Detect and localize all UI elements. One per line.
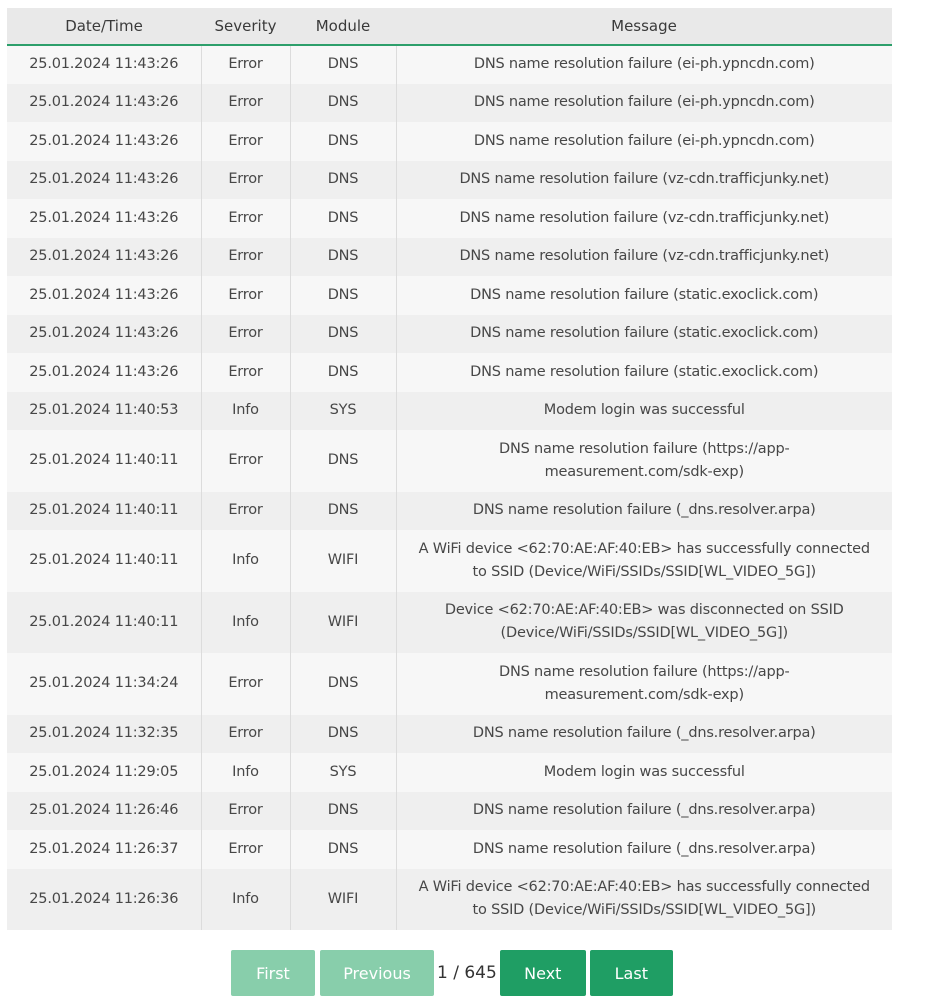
cell-message: DNS name resolution failure (static.exoclick.com) [396,276,892,315]
cell-module: DNS [290,276,396,315]
cell-module: DNS [290,161,396,200]
page-indicator: 1 / 645 [437,963,497,983]
cell-module: WIFI [290,530,396,592]
cell-severity: Error [201,122,290,161]
cell-message: DNS name resolution failure (static.exoclick.com) [396,353,892,392]
cell-message: A WiFi device <62:70:AE:AF:40:EB> has successfully connected to SSID (Device/WiFi/SSIDs/SSID[WL_VIDEO_5G]) [396,869,892,931]
cell-message: DNS name resolution failure (vz-cdn.trafficjunky.net) [396,238,892,277]
cell-module: DNS [290,830,396,869]
cell-message: Device <62:70:AE:AF:40:EB> was disconnected on SSID (Device/WiFi/SSIDs/SSID[WL_VIDEO_5G]) [396,592,892,654]
cell-severity: Error [201,492,290,531]
cell-datetime: 25.01.2024 11:40:53 [29,402,179,419]
cell-message: DNS name resolution failure (vz-cdn.trafficjunky.net) [396,199,892,238]
cell-message: DNS name resolution failure (https://app-measurement.com/sdk-exp) [396,430,892,492]
cell-severity: Info [201,530,290,592]
cell-datetime: 25.01.2024 11:26:37 [29,840,179,857]
cell-datetime: 25.01.2024 11:43:26 [29,209,179,226]
cell-severity: Error [201,715,290,754]
cell-datetime: 25.01.2024 11:34:24 [29,675,179,692]
cell-message: DNS name resolution failure (static.exoclick.com) [396,315,892,354]
cell-module: DNS [290,492,396,531]
table-row [7,715,892,754]
table-header-row [7,8,892,45]
table-row [7,122,892,161]
table-row [7,353,892,392]
cell-datetime: 25.01.2024 11:40:11 [29,552,179,569]
cell-module: DNS [290,199,396,238]
table-row [7,392,892,431]
event-log [7,8,892,930]
cell-module: DNS [290,84,396,123]
column-header-datetime[interactable]: Date/Time [7,8,201,45]
table-row [7,530,892,592]
cell-module: DNS [290,353,396,392]
cell-module: DNS [290,315,396,354]
first-page-button[interactable]: First [231,950,315,996]
cell-severity: Error [201,161,290,200]
cell-datetime: 25.01.2024 11:43:26 [29,56,179,73]
cell-message: DNS name resolution failure (ei-ph.ypncdn.com) [396,122,892,161]
cell-datetime: 25.01.2024 11:40:11 [29,613,179,630]
table-row [7,430,892,492]
cell-message: Modem login was successful [396,753,892,792]
next-page-button[interactable]: Next [500,950,586,996]
cell-datetime: 25.01.2024 11:43:26 [29,363,179,380]
cell-message: DNS name resolution failure (ei-ph.ypncdn.com) [396,45,892,84]
table-row [7,792,892,831]
previous-page-button[interactable]: Previous [320,950,434,996]
column-header-message[interactable]: Message [396,8,892,45]
cell-datetime: 25.01.2024 11:43:26 [29,171,179,188]
cell-module: DNS [290,122,396,161]
cell-severity: Error [201,45,290,84]
cell-module: DNS [290,45,396,84]
cell-severity: Info [201,392,290,431]
cell-severity: Error [201,830,290,869]
table-row [7,45,892,84]
cell-message: DNS name resolution failure (https://app-measurement.com/sdk-exp) [396,653,892,715]
last-page-button[interactable]: Last [590,950,673,996]
table-row [7,592,892,654]
cell-datetime: 25.01.2024 11:43:26 [29,286,179,303]
cell-module: SYS [290,392,396,431]
cell-severity: Error [201,792,290,831]
table-row [7,830,892,869]
cell-severity: Error [201,653,290,715]
cell-message: DNS name resolution failure (_dns.resolver.arpa) [396,492,892,531]
cell-message: DNS name resolution failure (_dns.resolver.arpa) [396,792,892,831]
cell-severity: Error [201,353,290,392]
event-log-table [7,8,892,930]
cell-severity: Error [201,276,290,315]
cell-severity: Info [201,753,290,792]
table-row [7,653,892,715]
cell-module: DNS [290,715,396,754]
cell-severity: Info [201,869,290,931]
cell-module: DNS [290,792,396,831]
cell-message: DNS name resolution failure (vz-cdn.trafficjunky.net) [396,161,892,200]
cell-datetime: 25.01.2024 11:43:26 [29,94,179,111]
cell-severity: Error [201,84,290,123]
table-row [7,492,892,531]
cell-datetime: 25.01.2024 11:26:46 [29,802,179,819]
table-row [7,199,892,238]
column-header-module[interactable]: Module [290,8,396,45]
cell-severity: Error [201,199,290,238]
table-body [7,45,892,930]
cell-module: SYS [290,753,396,792]
cell-datetime: 25.01.2024 11:43:26 [29,325,179,342]
column-header-severity[interactable]: Severity [201,8,290,45]
cell-datetime: 25.01.2024 11:40:11 [29,452,179,469]
table-row [7,276,892,315]
cell-datetime: 25.01.2024 11:40:11 [29,502,179,519]
cell-module: WIFI [290,869,396,931]
cell-message: DNS name resolution failure (_dns.resolver.arpa) [396,830,892,869]
table-header [7,8,892,45]
cell-datetime: 25.01.2024 11:43:26 [29,248,179,265]
cell-message: DNS name resolution failure (_dns.resolver.arpa) [396,715,892,754]
cell-message: DNS name resolution failure (ei-ph.ypncdn.com) [396,84,892,123]
cell-module: DNS [290,238,396,277]
cell-datetime: 25.01.2024 11:26:36 [29,890,179,907]
cell-module: DNS [290,430,396,492]
cell-datetime: 25.01.2024 11:43:26 [29,132,179,149]
cell-datetime: 25.01.2024 11:29:05 [29,763,179,780]
table-row [7,315,892,354]
cell-severity: Info [201,592,290,654]
cell-severity: Error [201,430,290,492]
table-row [7,753,892,792]
table-row [7,84,892,123]
table-row [7,161,892,200]
cell-severity: Error [201,315,290,354]
cell-module: DNS [290,653,396,715]
cell-message: Modem login was successful [396,392,892,431]
table-row [7,869,892,931]
pagination [231,950,673,996]
cell-datetime: 25.01.2024 11:32:35 [29,725,179,742]
table-row [7,238,892,277]
cell-message: A WiFi device <62:70:AE:AF:40:EB> has successfully connected to SSID (Device/WiFi/SSIDs/SSID[WL_VIDEO_5G]) [396,530,892,592]
cell-module: WIFI [290,592,396,654]
cell-severity: Error [201,238,290,277]
